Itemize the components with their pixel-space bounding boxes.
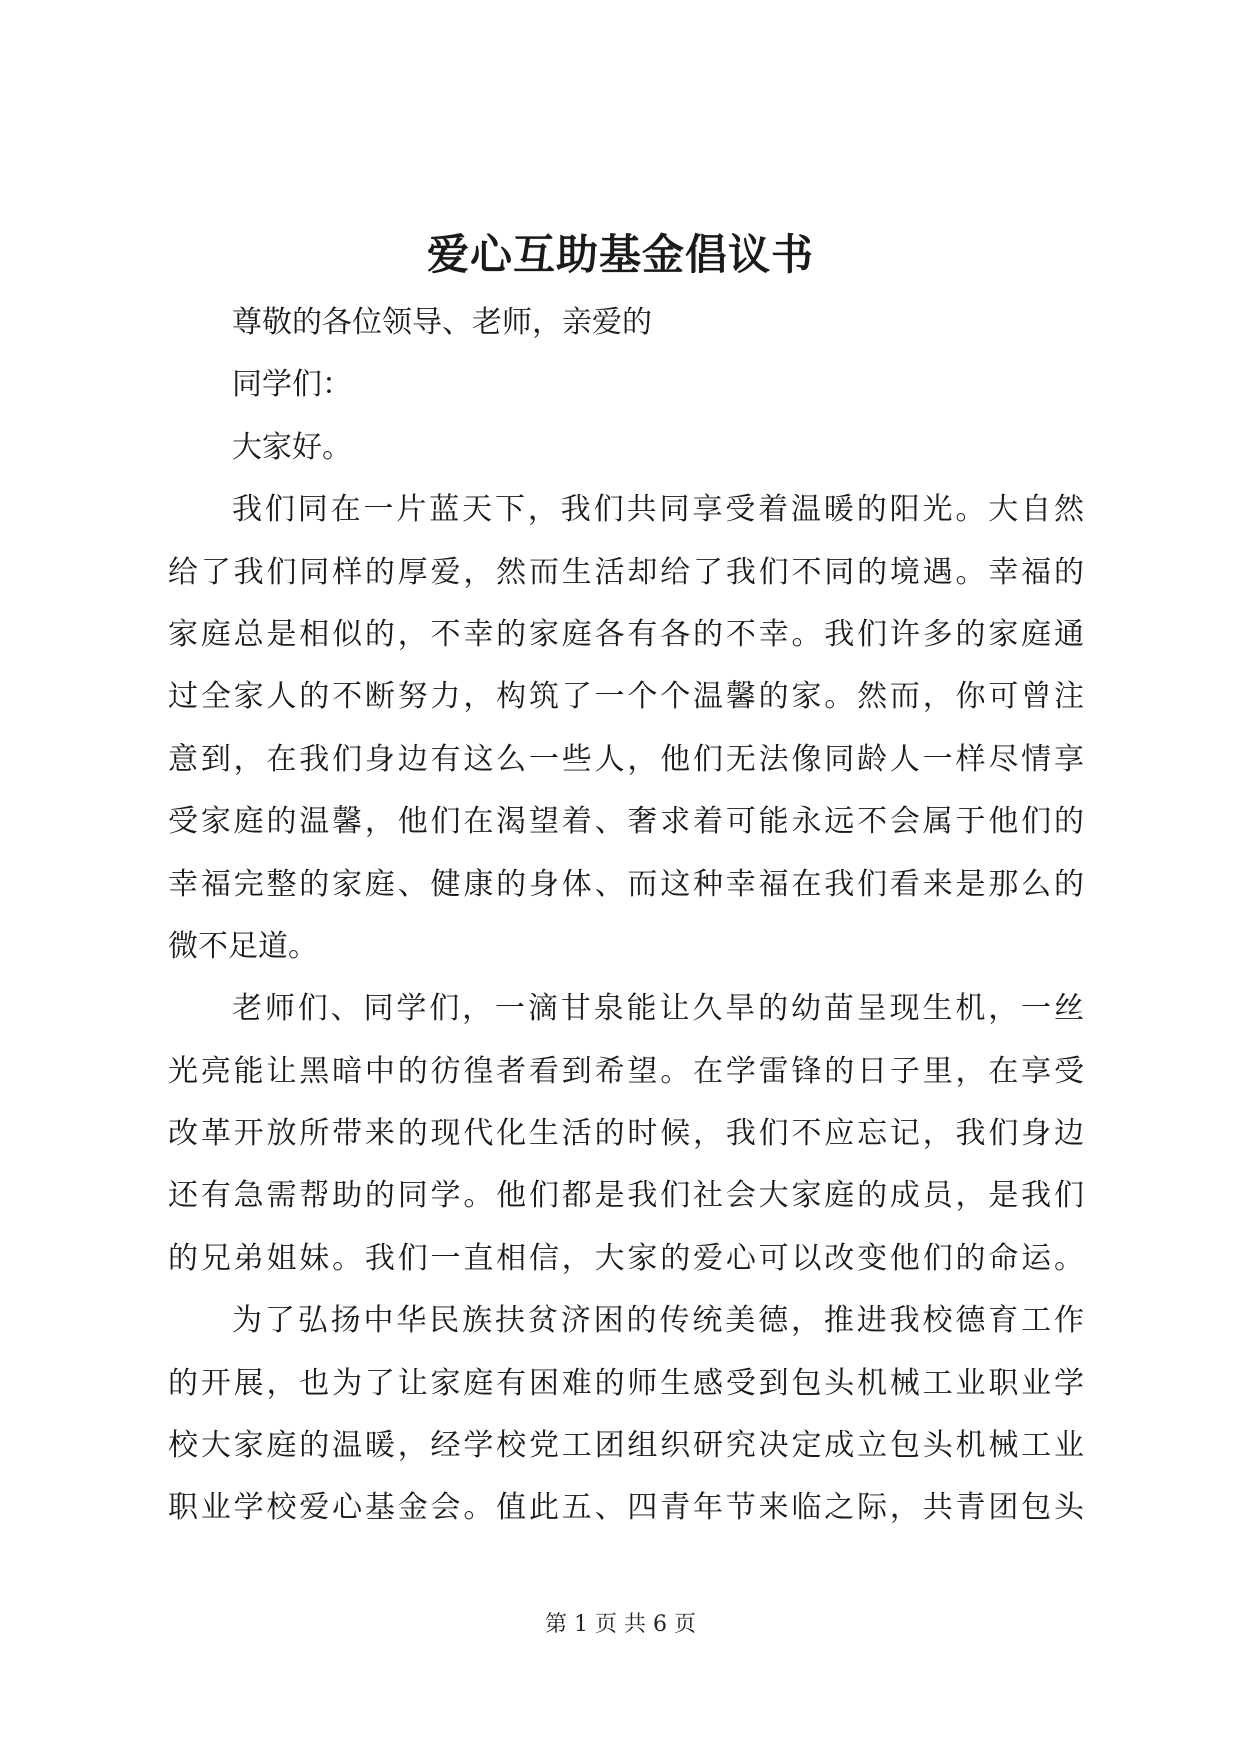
paragraph-line: 改革开放所带来的现代化生活的时候，我们不应忘记，我们身边 bbox=[168, 1116, 1084, 1152]
paragraph-line: 微不足道。 bbox=[168, 928, 318, 964]
paragraph-line: 受家庭的温馨，他们在渴望着、奢求着可能永远不会属于他们的 bbox=[168, 804, 1084, 840]
paragraph-line: 家庭总是相似的，不幸的家庭各有各的不幸。我们许多的家庭通 bbox=[168, 616, 1084, 652]
document-title: 爱心互助基金倡议书 bbox=[426, 230, 814, 279]
paragraph-line: 光亮能让黑暗中的彷徨者看到希望。在学雷锋的日子里，在享受 bbox=[168, 1053, 1084, 1089]
paragraph-line: 的兄弟姐妹。我们一直相信，大家的爱心可以改变他们的命运。 bbox=[168, 1240, 1084, 1276]
paragraph-line: 校大家庭的温暖，经学校党工团组织研究决定成立包头机械工业 bbox=[168, 1428, 1084, 1464]
paragraph-line: 的开展，也为了让家庭有困难的师生感受到包头机械工业职业学 bbox=[168, 1365, 1084, 1401]
paragraph-line: 给了我们同样的厚爱，然而生活却给了我们不同的境遇。幸福的 bbox=[168, 554, 1084, 590]
document-body bbox=[168, 292, 1084, 1540]
salutation-line: 尊敬的各位领导、老师，亲爱的 bbox=[232, 305, 652, 340]
paragraph-line: 过全家人的不断努力，构筑了一个个温馨的家。然而，你可曾注 bbox=[168, 679, 1084, 715]
greeting-line: 大家好。 bbox=[232, 429, 352, 465]
paragraph-line: 老师们、同学们，一滴甘泉能让久旱的幼苗呈现生机，一丝 bbox=[232, 991, 1084, 1027]
paragraph-3 bbox=[168, 1290, 1084, 1540]
salutation-line: 同学们： bbox=[232, 367, 352, 403]
paragraph-line: 幸福完整的家庭、健康的身体、而这种幸福在我们看来是那么的 bbox=[168, 866, 1084, 902]
paragraph-2 bbox=[168, 978, 1084, 1290]
paragraph-line: 职业学校爱心基金会。值此五、四青年节来临之际，共青团包头 bbox=[168, 1490, 1084, 1526]
paragraph-line: 我们同在一片蓝天下，我们共同享受着温暖的阳光。大自然 bbox=[232, 492, 1084, 528]
paragraph-1 bbox=[168, 479, 1084, 978]
paragraph-line: 为了弘扬中华民族扶贫济困的传统美德，推进我校德育工作 bbox=[232, 1303, 1084, 1339]
page-number-footer: 第 1 页 共 6 页 bbox=[545, 1612, 696, 1637]
paragraph-line: 还有急需帮助的同学。他们都是我们社会大家庭的成员，是我们 bbox=[168, 1178, 1084, 1214]
paragraph-line: 意到，在我们身边有这么一些人，他们无法像同龄人一样尽情享 bbox=[168, 741, 1084, 777]
